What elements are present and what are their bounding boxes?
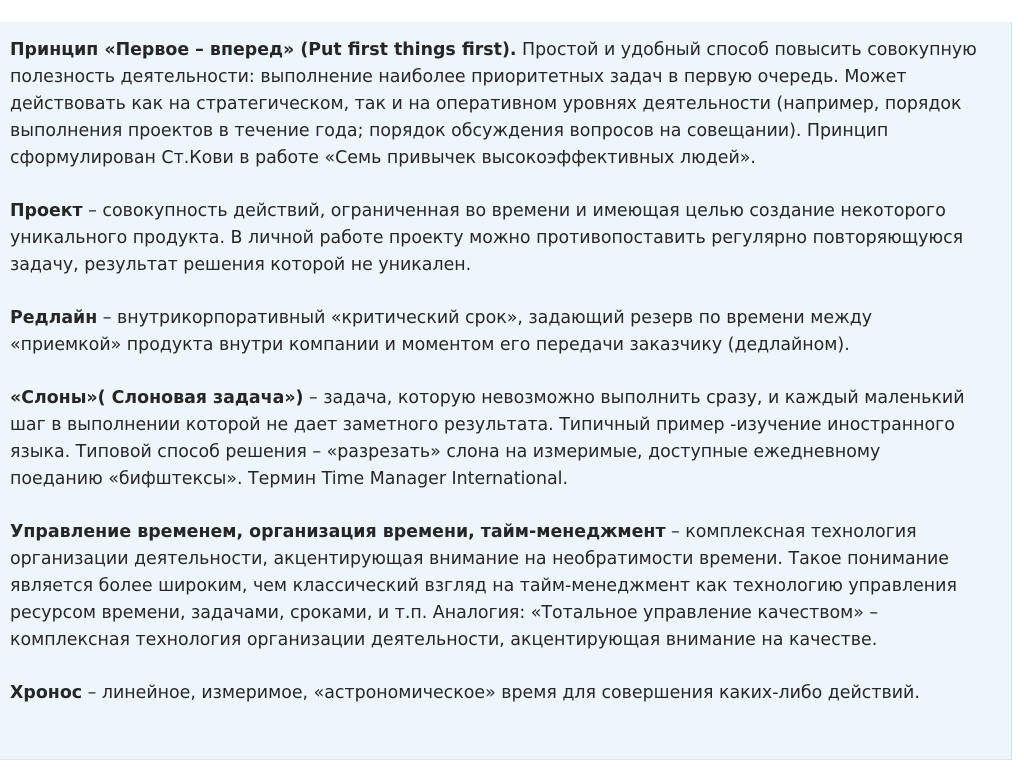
paragraph-first-things-first — [10, 37, 1005, 172]
text-line — [10, 198, 1005, 225]
text-line — [10, 37, 1005, 64]
term-first-things-first: Принцип «Первое – вперед» (Put first things first). — [10, 40, 517, 60]
term-project: Проект — [10, 201, 83, 221]
text-line: организации деятельности, акцентирующая внимание на необратимости времени. Такое понимание — [10, 549, 949, 569]
text-line: шаг в выполнении которой не дает заметного результата. Типичный пример -изучение иностранного — [10, 415, 955, 435]
paragraph-redline — [10, 305, 1005, 359]
text-line: ресурсом времени, задачами, сроками, и т.п. Аналогия: «Тотальное управление качеством» – — [10, 603, 879, 623]
definition-text: – совокупность действий, ограниченная во времени и имеющая целью создание некоторого — [82, 201, 946, 221]
glossary-text — [10, 37, 1005, 707]
paragraph-chronos — [10, 680, 1005, 707]
text-line — [10, 519, 1005, 546]
text-line — [10, 385, 1005, 412]
definition-text: – внутрикорпоративный «критический срок», задающий резерв по времени между — [97, 308, 873, 328]
text-line: комплексная технология организации деятельности, акцентирующая внимание на качестве. — [10, 630, 878, 650]
text-line: является более широким, чем классический взгляд на тайм-менеджмент как технологию управления — [10, 576, 957, 596]
text-line: выполнения проектов в течение года; порядок обсуждения вопросов на совещании). Принцип — [10, 121, 889, 141]
paragraph-time-management — [10, 519, 1005, 654]
text-line — [10, 305, 1005, 332]
definition-text: Простой и удобный способ повысить совокупную — [516, 40, 977, 60]
paragraph-elephants — [10, 385, 1005, 493]
text-line: полезность деятельности: выполнение наиболее приоритетных задач в первую очередь. Может — [10, 67, 907, 87]
term-redline: Редлайн — [10, 308, 98, 328]
paragraph-project — [10, 198, 1005, 279]
term-time-management: Управление временем, организация времени, тайм-менеджмент — [10, 522, 666, 542]
term-chronos: Хронос — [10, 683, 83, 703]
text-line: поеданию «бифштексы». Термин Time Manager International. — [10, 469, 569, 489]
definition-text: – линейное, измеримое, «астрономическое» время для совершения каких-либо действий. — [82, 683, 920, 703]
text-line: задачу, результат решения которой не уникален. — [10, 255, 472, 275]
text-line: уникального продукта. В личной работе проекту можно противопоставить регулярно повторяющуюся — [10, 228, 964, 248]
definition-text: – задача, которую невозможно выполнить сразу, и каждый маленький — [303, 388, 965, 408]
term-elephants: «Слоны»( Слоновая задача») — [10, 388, 304, 408]
text-line: сформулирован Ст.Кови в работе «Семь привычек высокоэффективных людей». — [10, 148, 756, 168]
text-line: «приемкой» продукта внутри компании и моментом его передачи заказчику (дедлайном). — [10, 335, 850, 355]
text-line: действовать как на стратегическом, так и на оперативном уровнях деятельности (например, порядок — [10, 94, 962, 114]
definition-text: – комплексная технология — [665, 522, 917, 542]
text-line — [10, 680, 1005, 707]
text-line: языка. Типовой способ решения – «разрезать» слона на измеримые, доступные ежедневному — [10, 442, 881, 462]
